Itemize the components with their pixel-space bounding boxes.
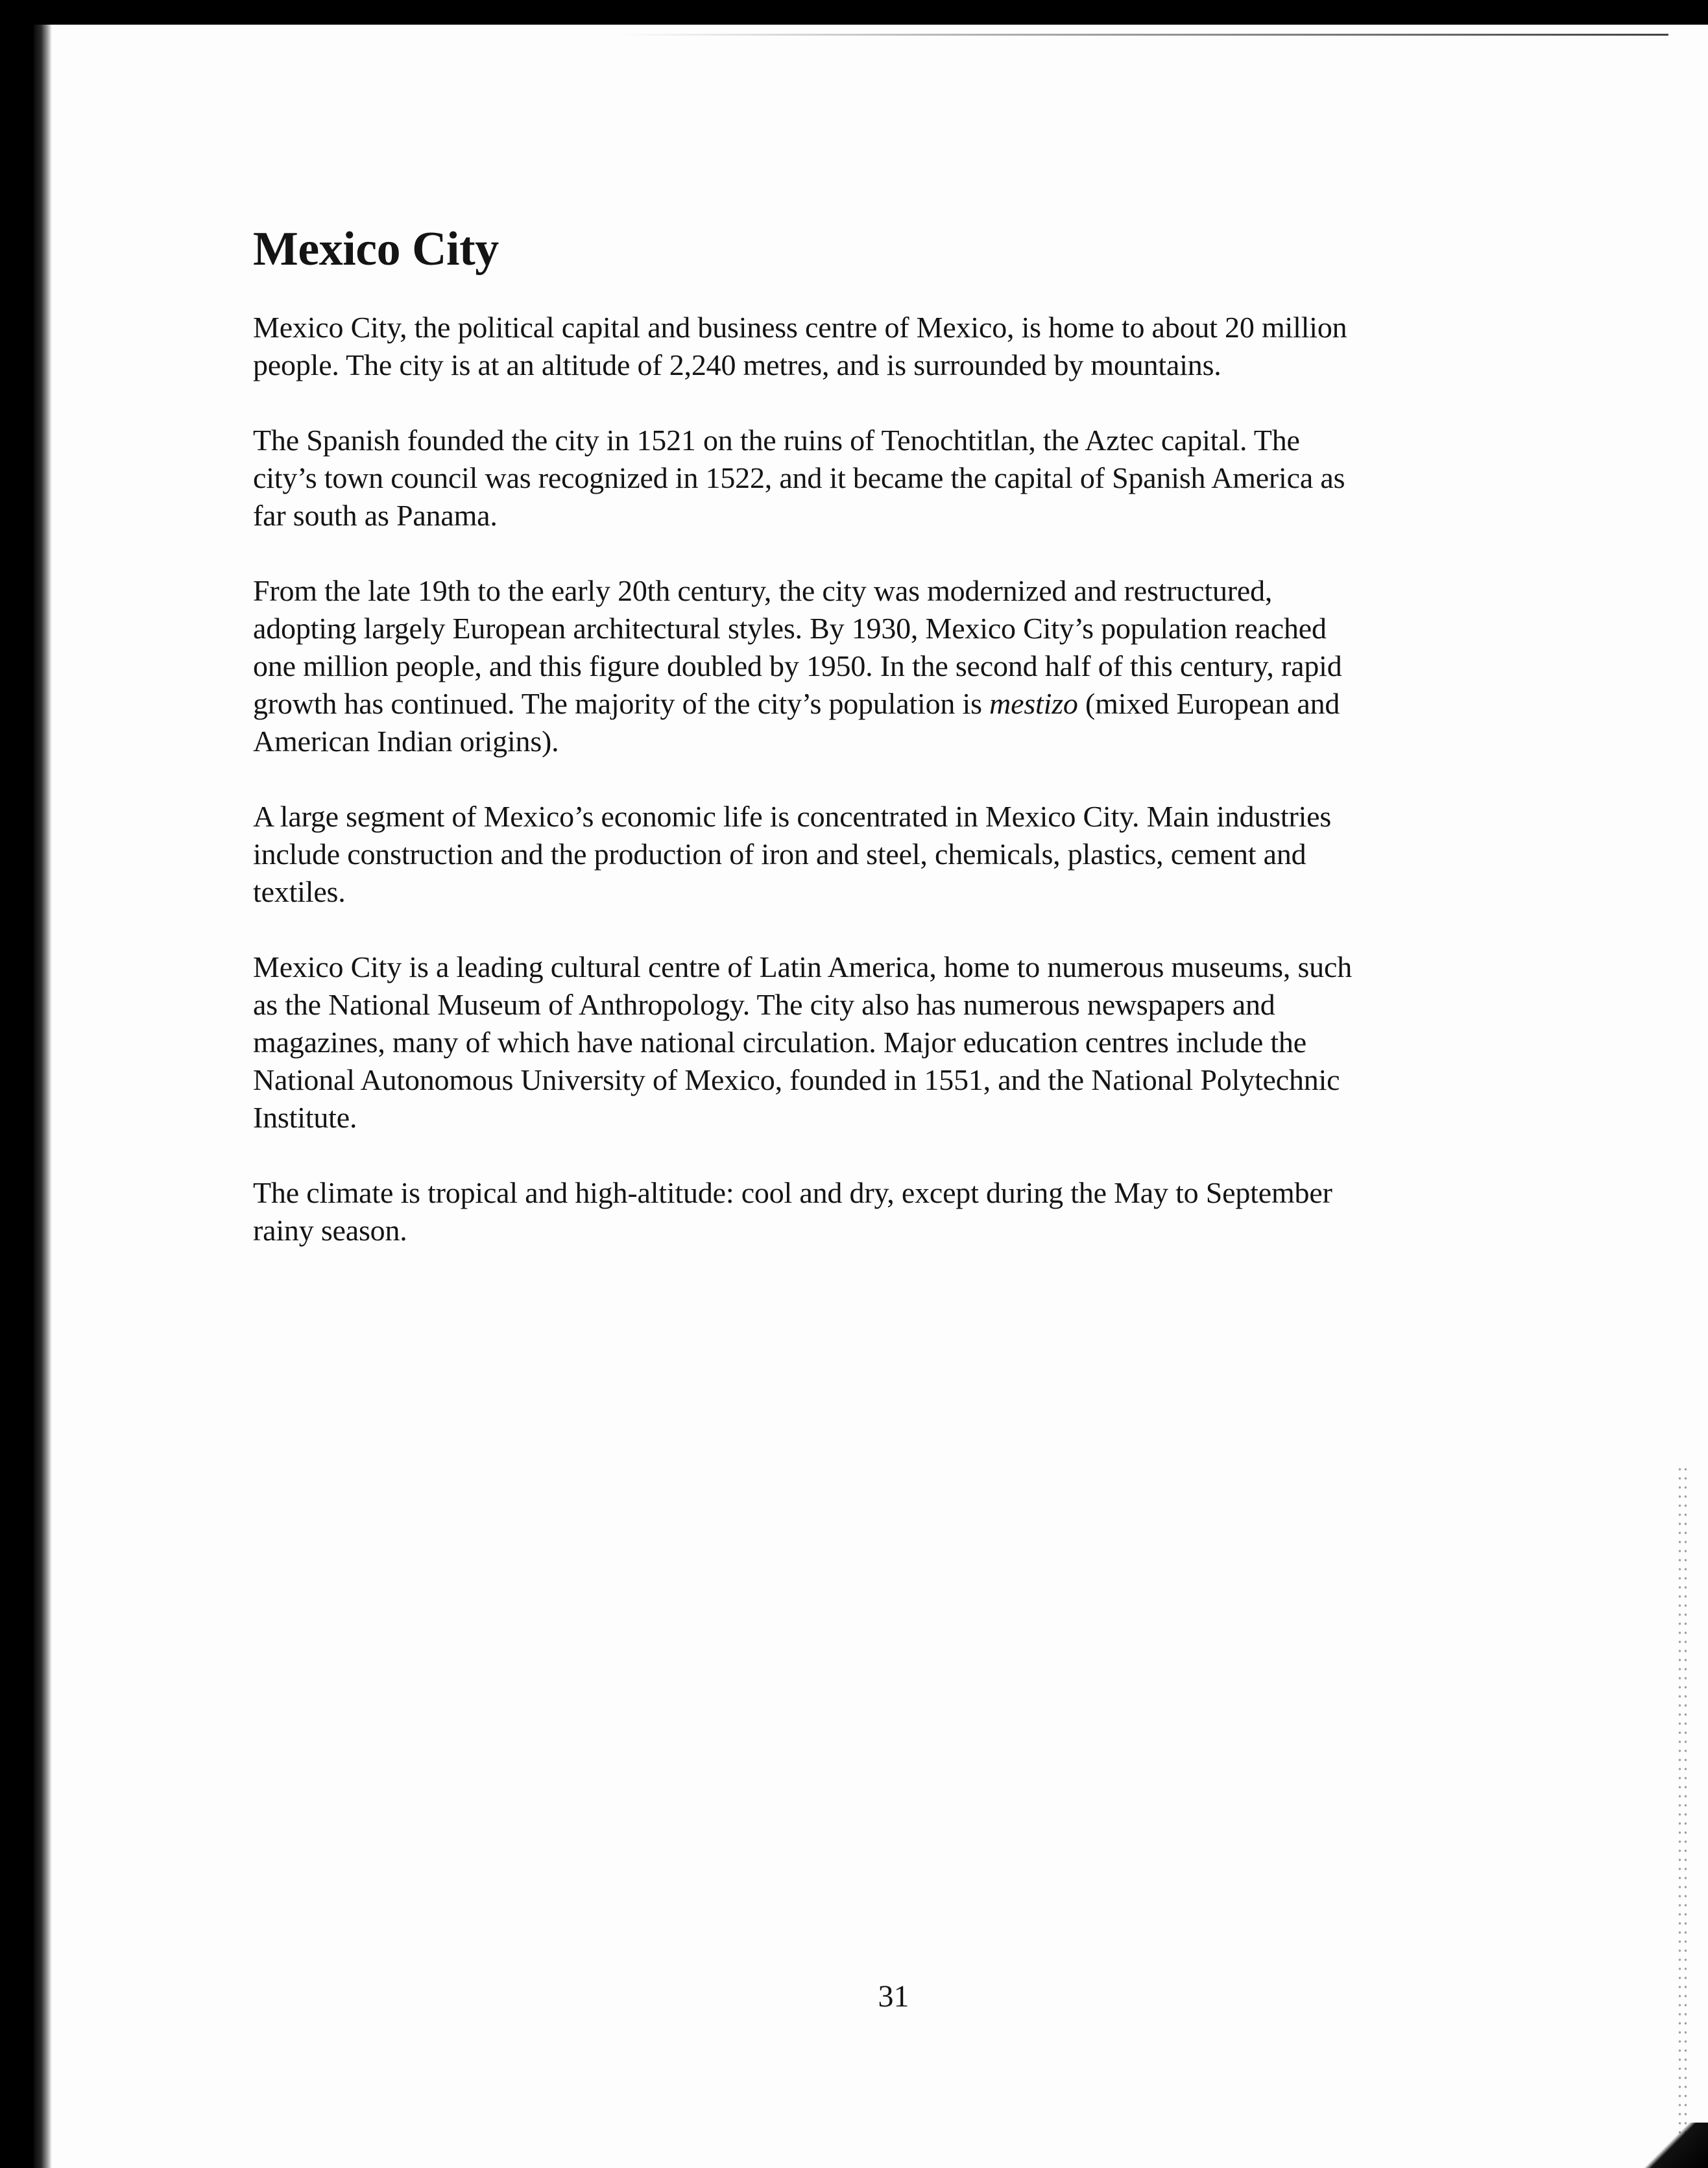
- paragraph-economy: A large segment of Mexico’s economic life is concentrated in Mexico City. Main industries include construction and the production of iron and steel, chemicals, plastics, cement and textiles.: [253, 800, 1332, 908]
- paragraph-culture: Mexico City is a leading cultural centre of Latin America, home to numerous museums, such as the National Museum of Anthropology. The city also has numerous newspapers and magazines, many of which have national circulation. Major education centres include the National Autonomous University of Mexico, founded in 1551, and the National Polytechnic Institute.: [253, 950, 1352, 1134]
- document-page: [34, 25, 1708, 2168]
- page-curl: [1611, 2123, 1708, 2168]
- scan-edge-line: [618, 34, 1668, 36]
- paragraph-history: The Spanish founded the city in 1521 on the ruins of Tenochtitlan, the Aztec capital. The city’s town council was recognized in 1522, and it became the capital of Spanish America as far south as Panama.: [253, 424, 1345, 532]
- scan-artifact-dots: [1677, 1465, 1689, 2165]
- page-number: 31: [878, 1979, 909, 2014]
- paragraph-modernization-tail: (mixed European and American Indian origins).: [253, 687, 1340, 758]
- page-title: Mexico City: [253, 223, 499, 276]
- paragraph-modernization: [253, 572, 1356, 760]
- binding-shadow: [34, 25, 52, 2168]
- paragraph-climate: The climate is tropical and high-altitude: cool and dry, except during the May to September rainy season.: [253, 1176, 1332, 1247]
- document-body: [253, 219, 1395, 1287]
- paragraph-overview: Mexico City, the political capital and business centre of Mexico, is home to about 20 million people. The city is at an altitude of 2,240 metres, and is surrounded by mountains.: [253, 311, 1347, 381]
- mestizo-term: mestizo: [989, 687, 1078, 720]
- paragraph-modernization-text: From the late 19th to the early 20th century, the city was modernized and restructured, adopting largely European architectural styles. By 1930, Mexico City’s population reached one million people, and this figure doubled by 1950. In the second half of this century, rapid growth has continued. The majority of the city’s population is: [253, 574, 1342, 720]
